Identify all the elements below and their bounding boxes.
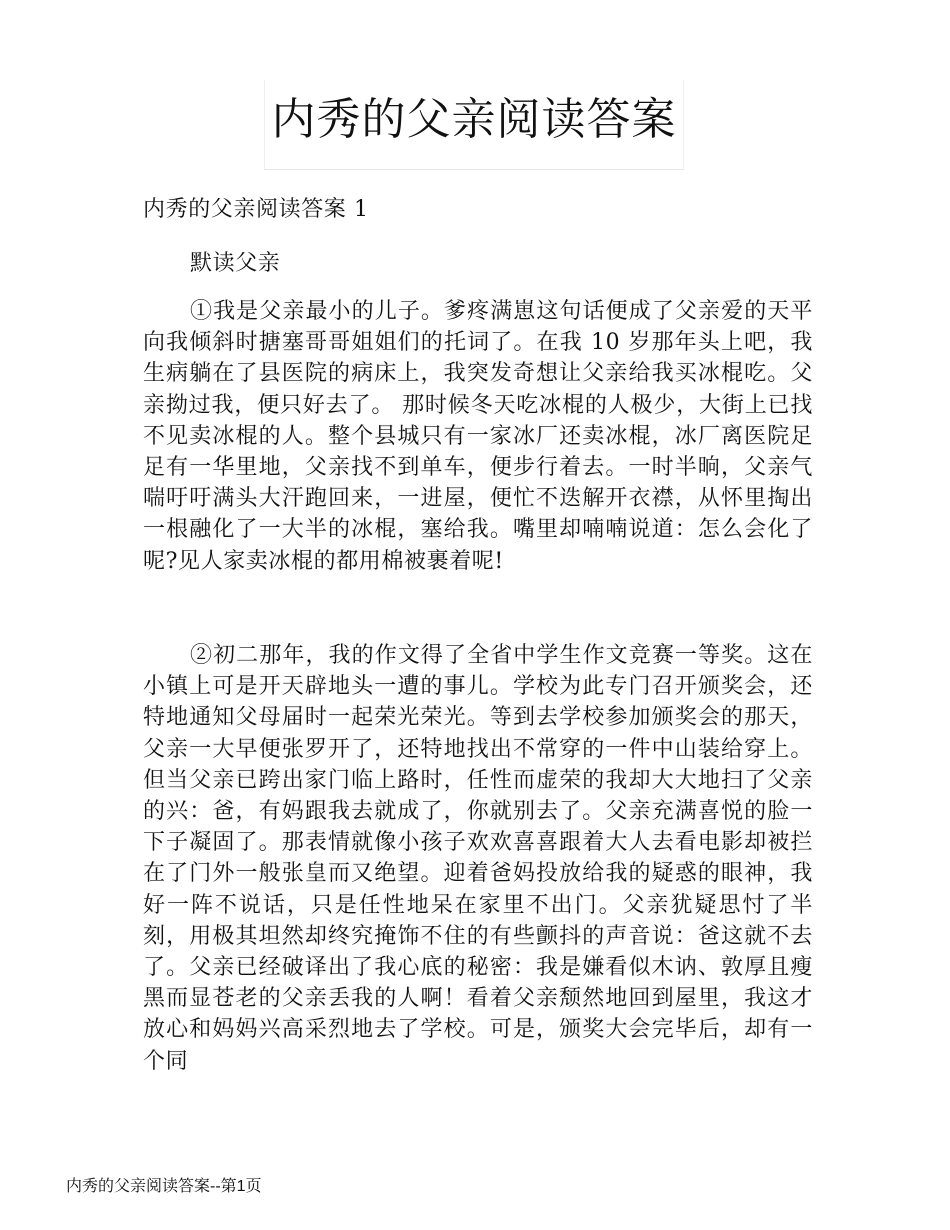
paragraph-2: ②初二那年，我的作文得了全省中学生作文竞赛一等奖。这在小镇上可是开天辟地头一遭的事儿。学校为此专门召开颁奖会，还特地通知父母届时一起荣光荣光。等到去学校参加颁奖会的那天，父亲一大早便张罗开了，还特地找出不常穿的一件中山装给穿上。但当父亲已跨出家门临上路时，任性而虚荣的我却大大地扫了父亲的兴：爸，有妈跟我去就成了，你就别去了。父亲充满喜悦的脸一下子凝固了。那表情就像小孩子欢欢喜喜跟着大人去看电影却被拦在了门外一般张皇而又绝望。迎着爸妈投放给我的疑惑的眼神，我好一阵不说话，只是任性地呆在家里不出门。父亲犹疑思忖了半刻，用极其坦然却终究掩饰不住的有些颤抖的声音说：爸这就不去了。父亲已经破译出了我心底的秘密：我是嫌看似木讷、敦厚且瘦黑而显苍老的父亲丢我的人啊！看着父亲颓然地回到屋里，我这才放心和妈妈兴高采烈地去了学校。可是，颁奖大会完毕后，却有一个同 bbox=[143, 643, 813, 1074]
document-title: 内秀的父亲阅读答案 bbox=[271, 94, 677, 145]
section-heading: 内秀的父亲阅读答案 1 bbox=[143, 197, 369, 222]
paragraph-1: ①我是父亲最小的儿子。爹疼满崽这句话便成了父亲爱的天平向我倾斜时搪塞哥哥姐姐们的托词了。在我 10 岁那年头上吧，我生病躺在了县医院的病床上，我突发奇想让父亲给我买冰棍吃。父亲拗过我，便只好去了。 那时候冬天吃冰棍的人极少，大街上已找不见卖冰棍的人。整个县城只有一家冰厂还卖冰棍，冰厂离医院足足有一华里地，父亲找不到单车，便步行着去。一时半晌，父亲气喘吁吁满头大汗跑回来，一进屋，便忙不迭解开衣襟，从怀里掏出一根融化了一大半的冰棍，塞给我。嘴里却喃喃说道：怎么会化了呢?见人家卖冰棍的都用棉被裹着呢! bbox=[143, 299, 813, 574]
page-footer: 内秀的父亲阅读答案--第1页 bbox=[66, 1178, 262, 1195]
article-title: 默读父亲 bbox=[190, 251, 281, 276]
title-box bbox=[264, 80, 684, 170]
